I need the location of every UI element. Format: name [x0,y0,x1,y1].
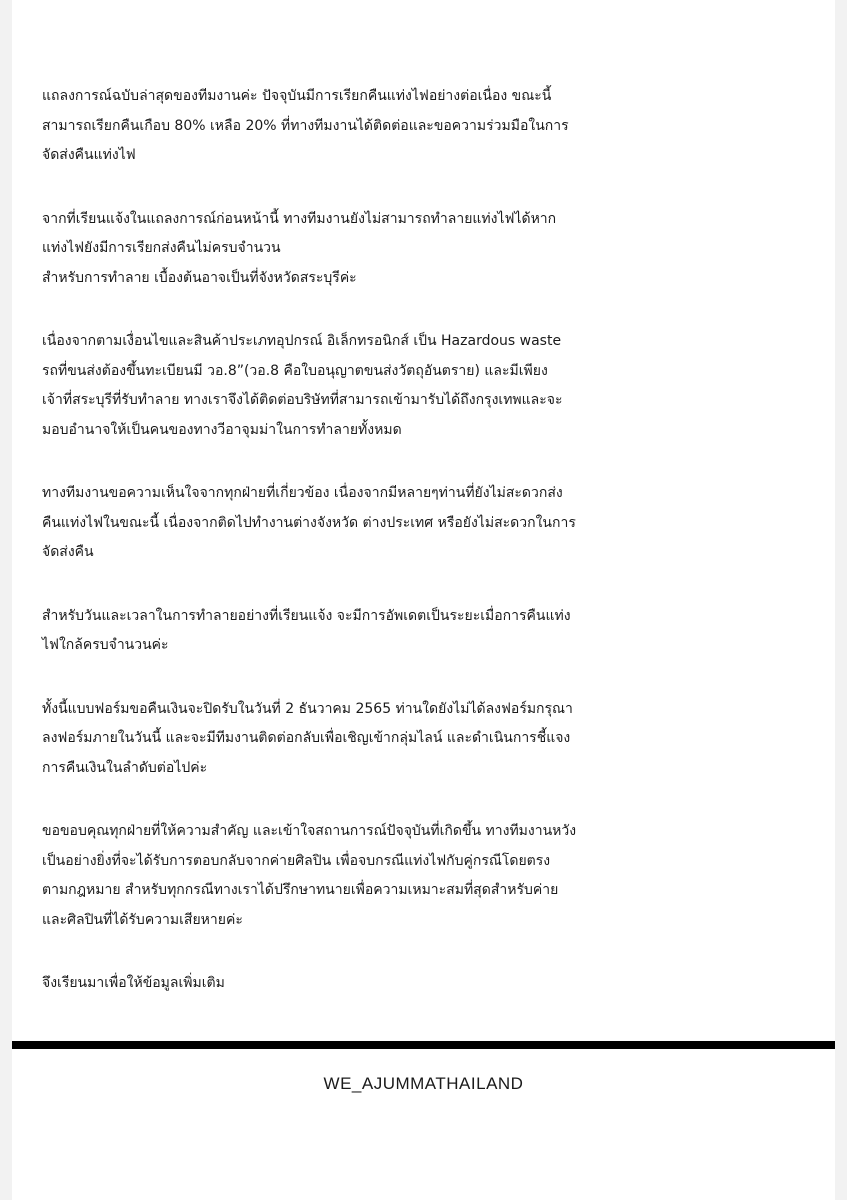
statement-paragraph [42,602,832,661]
statement-paragraph [42,817,832,935]
paragraph-line: มอบอำนาจให้เป็นคนของทางวีอาจุมม่าในการทำลายทั้งหมด [42,421,402,438]
paragraph-line: คืนแท่งไฟในขณะนี้ เนื่องจากติดไปทำงานต่างจังหวัด ต่างประเทศ หรือยังไม่สะดวกในการ [42,514,576,531]
statement-paragraph [42,695,832,784]
paragraph-line: ทางทีมงานขอความเห็นใจจากทุกฝ่ายที่เกี่ยวข้อง เนื่องจากมีหลายๆท่านที่ยังไม่สะดวกส่ง [42,485,563,501]
paragraph-line: เนื่องจากตามเงื่อนไขและสินค้าประเภทอุปกรณ์ อิเล็กทรอนิกส์ เป็น Hazardous waste [42,333,562,349]
paragraph-line: จัดส่งคืนแท่งไฟ [42,147,136,163]
paragraph-line: รถที่ขนส่งต้องขึ้นทะเบียนมี วอ.8”(วอ.8 คือใบอนุญาตขนส่งวัตถุอันตราย) และมีเพียง [42,362,548,379]
footer-divider [12,1041,835,1049]
paragraph-line: จึงเรียนมาเพื่อให้ข้อมูลเพิ่มเติม [42,975,225,991]
paragraph-line: เป็นอย่างยิ่งที่จะได้รับการตอบกลับจากค่ายศิลปิน เพื่อจบกรณีแท่งไฟกับคู่กรณีโดยตรง [42,852,551,869]
paragraph-line: และศิลปินที่ได้รับความเสียหายค่ะ [42,911,243,928]
paragraph-line: ขอขอบคุณทุกฝ่ายที่ให้ความสำคัญ และเข้าใจสถานการณ์ปัจจุบันที่เกิดขึ้น ทางทีมงานหวัง [42,823,577,839]
statement-paragraph [42,479,832,568]
paragraph-line: ลงฟอร์มภายในวันนี้ และจะมีทีมงานติดต่อกลับเพื่อเชิญเข้ากลุ่มไลน์ และดำเนินการชี้แจง [42,730,571,746]
paragraph-line: แท่งไฟยังมีการเรียกส่งคืนไม่ครบจำนวน [42,240,281,256]
paragraph-line: จัดส่งคืน [42,544,94,560]
paragraph-line: ไฟใกล้ครบจำนวนค่ะ [42,637,169,653]
document-page [12,0,835,1200]
paragraph-line: จากที่เรียนแจ้งในแถลงการณ์ก่อนหน้านี้ ทางทีมงานยังไม่สามารถทำลายแท่งไฟได้หาก [42,210,557,227]
paragraph-line: แถลงการณ์ฉบับล่าสุดของทีมงานค่ะ ปัจจุบันมีการเรียกคืนแท่งไฟอย่างต่อเนื่อง ขณะนี้ [42,88,552,104]
paragraph-line: เจ้าที่สระบุรีที่รับทำลาย ทางเราจึงได้ติดต่อบริษัทที่สามารถเข้ามารับได้ถึงกรุงเทพและจะ [42,392,563,408]
statement-paragraph [42,205,832,294]
statement-paragraph [42,327,832,445]
statement-body [42,82,832,1033]
paragraph-line: การคืนเงินในลำดับต่อไปค่ะ [42,759,208,776]
paragraph-line: สำหรับวันและเวลาในการทำลายอย่างที่เรียนแจ้ง จะมีการอัพเดตเป็นระยะเมื่อการคืนแท่ง [42,607,571,624]
paragraph-line: ทั้งนี้แบบฟอร์มขอคืนเงินจะปิดรับในวันที่ 2 ธันวาคม 2565 ท่านใดยังไม่ได้ลงฟอร์มกรุณา [42,700,573,717]
footer-handle: WE_AJUMMATHAILAND [323,1074,524,1093]
paragraph-line: สำหรับการทำลาย เบื้องต้นอาจเป็นที่จังหวัดสระบุรีค่ะ [42,269,357,286]
statement-paragraph [42,969,832,999]
paragraph-line: ตามกฎหมาย สำหรับทุกกรณีทางเราได้ปรึกษาทนายเพื่อความเหมาะสมที่สุดสำหรับค่าย [42,882,559,898]
paragraph-line: สามารถเรียกคืนเกือบ 80% เหลือ 20% ที่ทางทีมงานได้ติดต่อและขอความร่วมมือในการ [42,117,569,134]
statement-paragraph [42,82,832,171]
